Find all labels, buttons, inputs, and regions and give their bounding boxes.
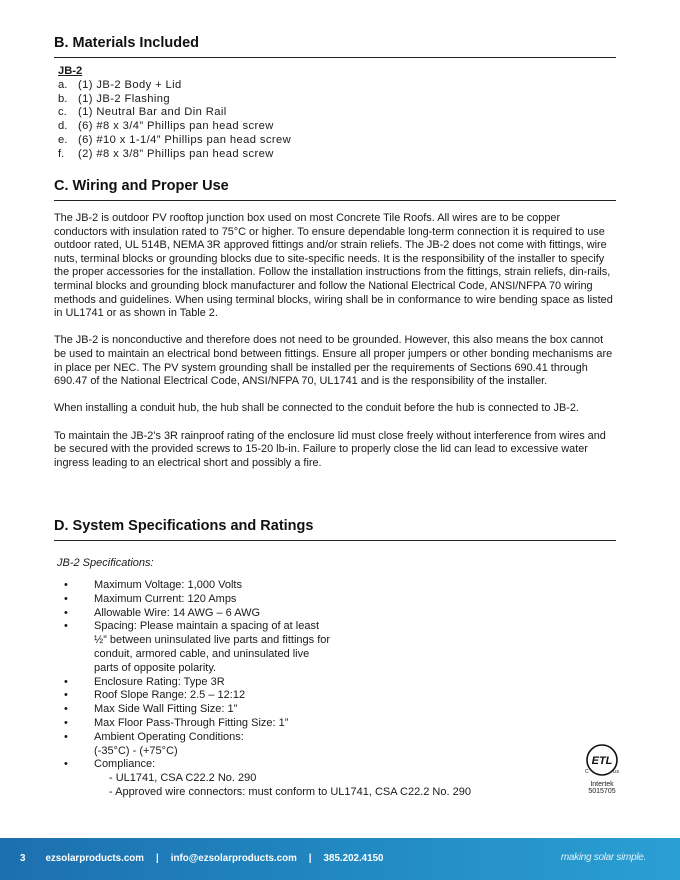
list-item: [64, 717, 529, 731]
etl-us-mark: US: [613, 769, 620, 774]
list-text: Allowable Wire: 14 AWG – 6 AWG: [94, 606, 261, 619]
specs-list: [64, 579, 529, 800]
list-item: [64, 772, 529, 786]
materials-subtitle: JB-2: [58, 65, 83, 77]
list-item: [64, 579, 529, 593]
list-text: Max Side Wall Fitting Size: 1”: [94, 703, 238, 716]
list-text: (1) Neutral Bar and Din Rail: [78, 106, 227, 119]
email-link[interactable]: info@ezsolarproducts.com: [170, 853, 297, 864]
list-text: (6) #10 x 1-1/4” Phillips pan head screw: [78, 133, 292, 146]
list-letter: f.: [58, 147, 65, 160]
list-text: (1) JB-2 Flashing: [78, 92, 170, 105]
page-number: 3: [20, 853, 26, 864]
etl-certification-mark: [584, 742, 620, 795]
list-item: [64, 758, 529, 772]
bullet-icon: •: [64, 592, 68, 605]
bullet-icon: •: [64, 758, 68, 771]
list-item: [58, 106, 291, 120]
list-text: Enclosure Rating: Type 3R: [94, 675, 225, 688]
etl-c-mark: C: [585, 769, 589, 775]
materials-heading: B. Materials Included: [54, 35, 616, 58]
bullet-icon: •: [64, 703, 68, 716]
certification-number: 5015705: [588, 788, 616, 795]
list-text: (2) #8 x 3/8” Phillips pan head screw: [78, 147, 274, 160]
bullet-icon: •: [64, 730, 68, 743]
specs-subtitle: JB-2 Specifications:: [57, 557, 154, 569]
list-item: [64, 786, 529, 800]
tagline: making solar simple.: [560, 852, 646, 863]
list-text: Compliance:: [94, 758, 156, 771]
phone-number: 385.202.4150: [323, 853, 384, 864]
bullet-icon: •: [64, 716, 68, 729]
list-text: Maximum Voltage: 1,000 Volts: [94, 579, 242, 591]
wiring-body: [54, 212, 616, 484]
etl-logo-text: ETL: [591, 755, 613, 767]
list-text: Max Floor Pass-Through Fitting Size: 1”: [94, 716, 289, 729]
paragraph: When installing a conduit hub, the hub shall be connected to the conduit before the hub is connected to JB-2.: [54, 402, 579, 415]
footer-separator: |: [308, 853, 312, 864]
list-text: (6) #8 x 3/4” Phillips pan head screw: [78, 120, 274, 133]
list-text: Ambient Operating Conditions: (-35°C) - (+75°C): [94, 730, 244, 757]
list-item: [64, 607, 529, 621]
list-item: [58, 148, 291, 162]
list-letter: a.: [58, 78, 68, 91]
compliance-item: - UL1741, CSA C22.2 No. 290: [109, 772, 257, 785]
etl-logo-icon: [584, 742, 620, 778]
page-footer: [0, 838, 680, 880]
list-text: Roof Slope Range: 2.5 – 12:12: [94, 689, 246, 702]
list-letter: c.: [58, 106, 67, 119]
wiring-heading: C. Wiring and Proper Use: [54, 178, 616, 201]
bullet-icon: •: [64, 620, 68, 633]
materials-list: [58, 65, 291, 162]
paragraph: The JB-2 is outdoor PV rooftop junction box used on most Concrete Tile Roofs. All wires are to be copper conductors with insulation rated to 75°C or higher. To ensure dependable long-term connection it is required to use outdoor rated, UL 514B, NEMA 3R approved fittings and/or strain reliefs. The JB-2 does not come with fittings, wire nuts, terminal blocks or grounding blocks due to site-specific needs. It is the responsibility of the installer to specify the proper accessories for the installation. Follow the installation instructions from the fittings, strain reliefs, din-rails, terminal blocks and grounding block manufacturer and follow the National Electrical Code, ANSI/NFPA 70 wiring methods and guidelines. When using terminal blocks, wiring shall be in conformance to wire bending space as listed in UL1741 or as shown in Table 2.: [54, 212, 613, 320]
list-item: [58, 134, 291, 148]
list-text: Maximum Current: 120 Amps: [94, 592, 237, 605]
list-item: [64, 703, 529, 717]
paragraph: The JB-2 is nonconductive and therefore does not need to be grounded. However, this also means the box cannot be used to maintain an electrical bond between fittings. Ensure all proper jumpers or other bonding mechanisms are in place per NEC. The PV system grounding shall be installed per the requirements of Sections 690.41 through 690.47 of the National Electrical Code, ANSI/NFPA 70, UL1741 and is the responsibility of the installer.: [54, 334, 613, 388]
certifier-name: Intertek: [590, 781, 614, 788]
list-letter: d.: [58, 120, 68, 133]
list-letter: e.: [58, 133, 68, 146]
list-item: [64, 676, 529, 690]
list-item: [64, 620, 529, 675]
list-text: Spacing: Please maintain a spacing of at least ½” between uninsulated live parts and fittings for conduit, armored cable, and uninsulated live parts of opposite polarity.: [94, 620, 331, 674]
list-item: [64, 593, 529, 607]
specs-heading: D. System Specifications and Ratings: [54, 518, 616, 541]
bullet-icon: •: [64, 579, 68, 591]
list-text: (1) JB-2 Body + Lid: [78, 78, 182, 91]
footer-separator: |: [156, 853, 159, 864]
list-letter: b.: [58, 92, 68, 105]
compliance-item: - Approved wire connectors: must conform to UL1741, CSA C22.2 No. 290: [109, 785, 471, 798]
bullet-icon: •: [64, 689, 68, 702]
list-item: [64, 689, 529, 703]
paragraph: To maintain the JB-2’s 3R rainproof rating of the enclosure lid must close freely without interference from wires and be secured with the provided screws to 15-20 lb-in. Failure to properly close the lid can lead to excessive water ingress leading to an electrical short and possibly a fire.: [54, 429, 606, 469]
list-item: [64, 731, 529, 759]
bullet-icon: •: [64, 675, 68, 688]
website-link[interactable]: ezsolarproducts.com: [45, 853, 144, 864]
list-item: [58, 79, 291, 93]
list-item: [58, 93, 291, 107]
bullet-icon: •: [64, 606, 68, 619]
list-item: [58, 120, 291, 134]
